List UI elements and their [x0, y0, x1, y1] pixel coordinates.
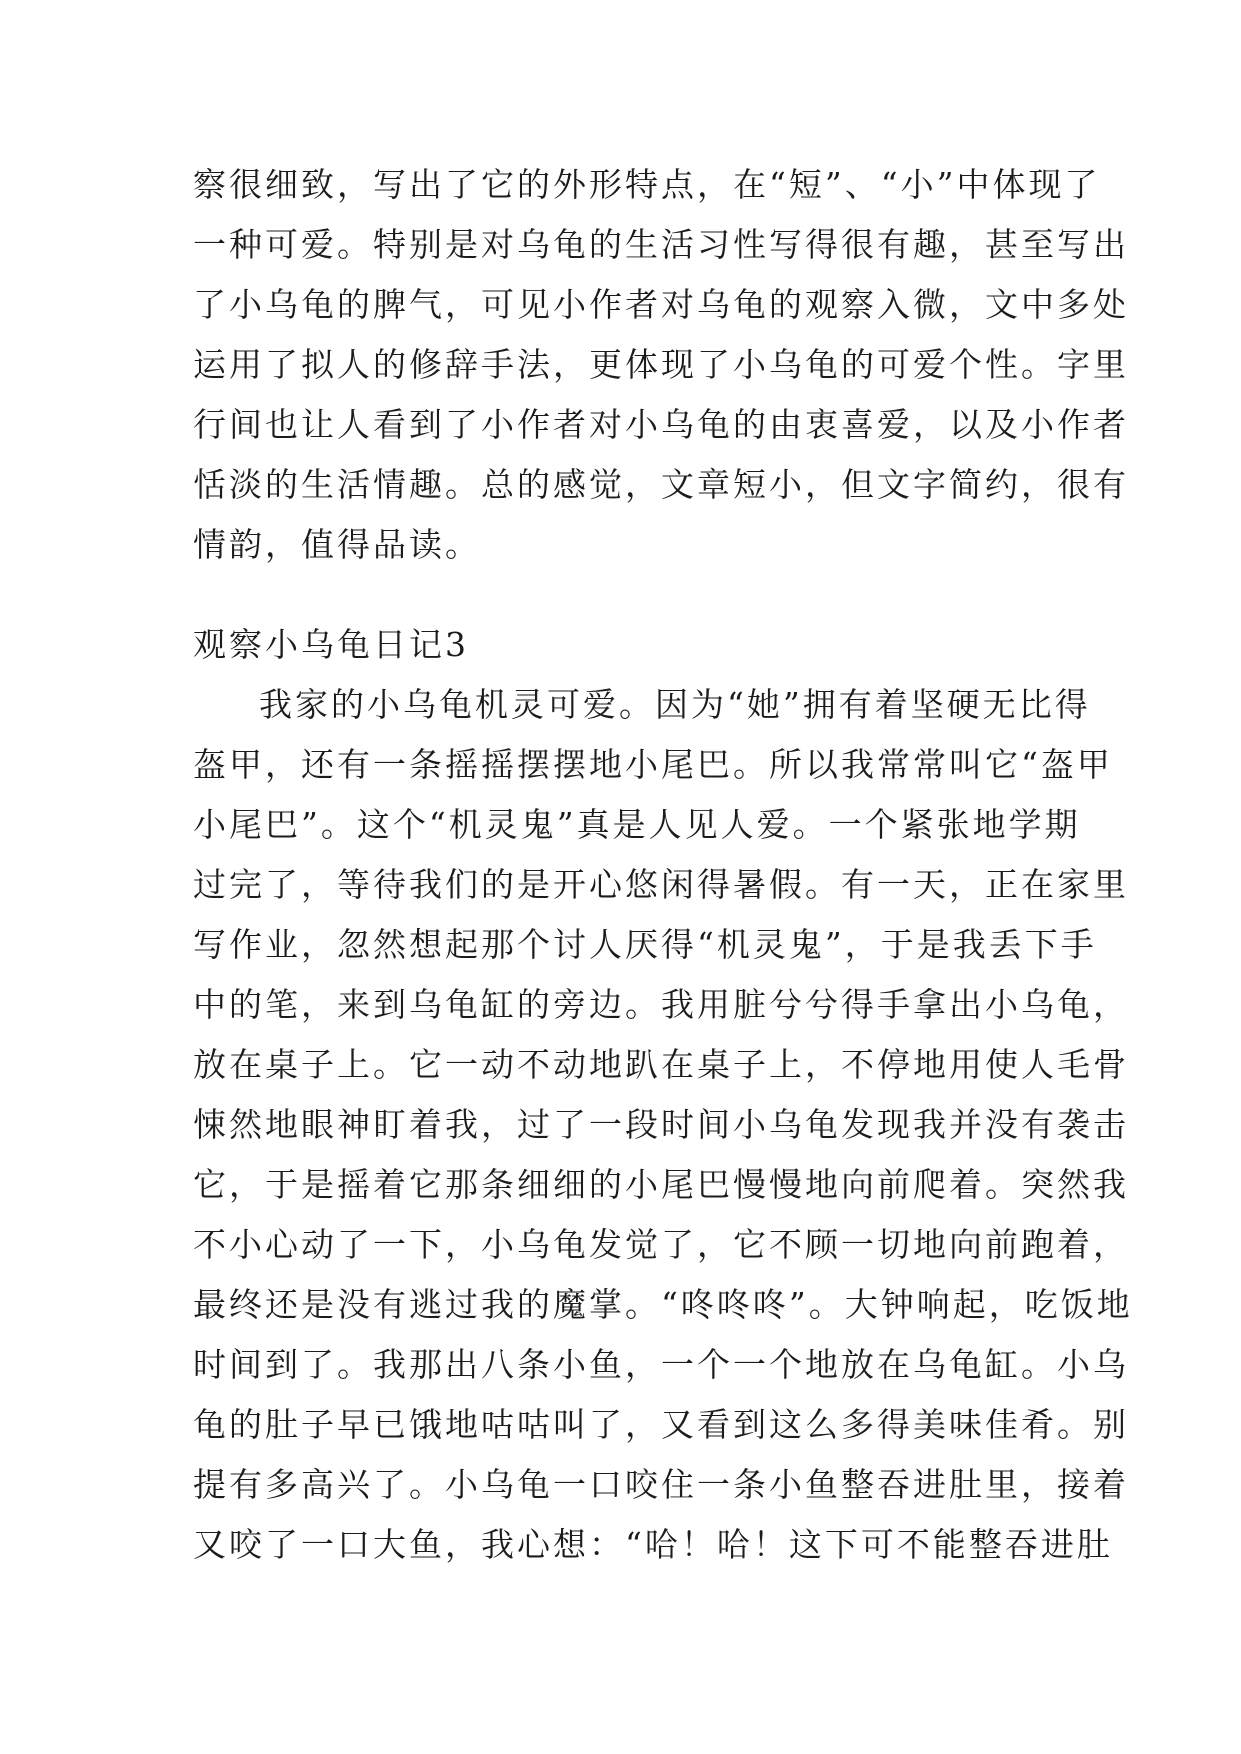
- diary-line: 不小心动了一下，小乌龟发觉了，它不顾一切地向前跑着，: [193, 1225, 1129, 1264]
- review-line: 一种可爱。特别是对乌龟的生活习性写得很有趣，甚至写出: [193, 225, 1129, 264]
- diary-line: 盔甲，还有一条摇摇摆摆地小尾巴。所以我常常叫它“盔甲: [193, 745, 1113, 784]
- review-line: 情韵，值得品读。: [193, 525, 481, 564]
- section-title: 观察小乌龟日记3: [193, 625, 469, 664]
- diary-line: 我家的小乌龟机灵可爱。因为“她”拥有着坚硬无比得: [259, 685, 1091, 724]
- diary-line: 中的笔，来到乌龟缸的旁边。我用脏兮兮得手拿出小乌龟，: [193, 985, 1129, 1024]
- review-line: 了小乌龟的脾气，可见小作者对乌龟的观察入微，文中多处: [193, 285, 1129, 324]
- diary-line: 放在桌子上。它一动不动地趴在桌子上，不停地用使人毛骨: [193, 1045, 1129, 1084]
- diary-section: [193, 615, 1133, 1575]
- review-line: 运用了拟人的修辞手法，更体现了小乌龟的可爱个性。字里: [193, 345, 1129, 384]
- review-paragraph: [193, 155, 1129, 575]
- diary-line: 过完了，等待我们的是开心悠闲得暑假。有一天，正在家里: [193, 865, 1129, 904]
- diary-line: 它，于是摇着它那条细细的小尾巴慢慢地向前爬着。突然我: [193, 1165, 1129, 1204]
- diary-line: 时间到了。我那出八条小鱼，一个一个地放在乌龟缸。小乌: [193, 1345, 1129, 1384]
- diary-line: 提有多高兴了。小乌龟一口咬住一条小鱼整吞进肚里，接着: [193, 1465, 1129, 1504]
- diary-line: 悚然地眼神盯着我，过了一段时间小乌龟发现我并没有袭击: [193, 1105, 1129, 1144]
- review-line: 行间也让人看到了小作者对小乌龟的由衷喜爱，以及小作者: [193, 405, 1129, 444]
- review-line: 察很细致，写出了它的外形特点，在“短”、“小”中体现了: [193, 165, 1101, 204]
- diary-line: 最终还是没有逃过我的魔掌。“咚咚咚”。大钟响起，吃饭地: [193, 1285, 1133, 1324]
- review-line: 恬淡的生活情趣。总的感觉，文章短小，但文字简约，很有: [193, 465, 1129, 504]
- diary-line: 小尾巴”。这个“机灵鬼”真是人见人爱。一个紧张地学期: [193, 805, 1081, 844]
- diary-line: 龟的肚子早已饿地咕咕叫了，又看到这么多得美味佳肴。别: [193, 1405, 1129, 1444]
- diary-line: 又咬了一口大鱼，我心想：“哈！哈！这下可不能整吞进肚: [193, 1525, 1113, 1564]
- diary-line: 写作业，忽然想起那个讨人厌得“机灵鬼”，于是我丢下手: [193, 925, 1097, 964]
